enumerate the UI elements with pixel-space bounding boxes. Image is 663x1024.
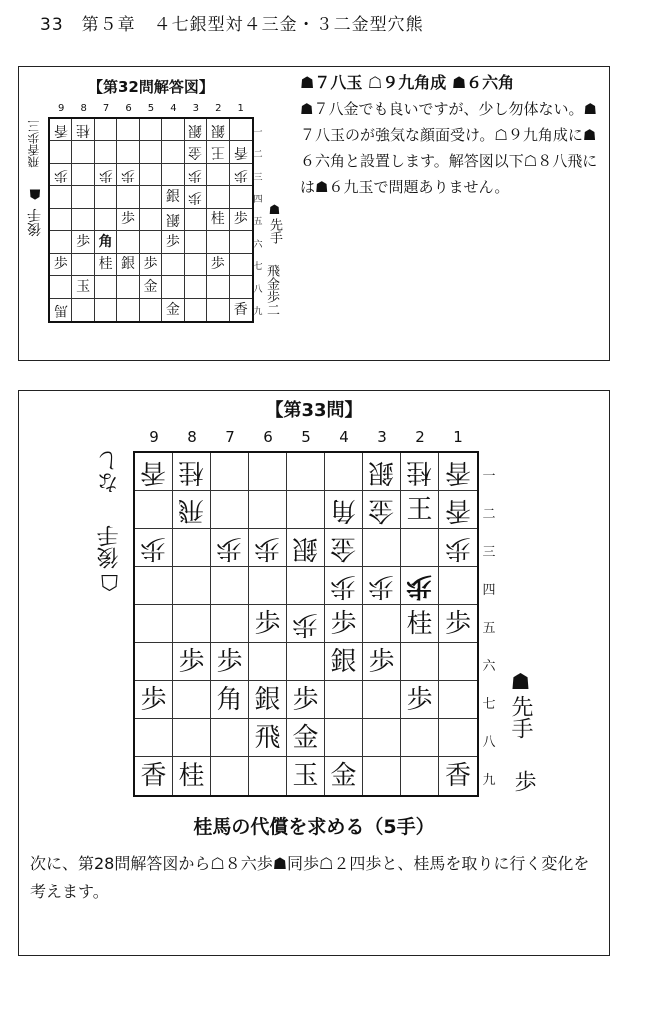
board-square xyxy=(173,719,211,757)
shogi-piece: 飛 xyxy=(178,494,205,525)
board-square xyxy=(230,276,252,298)
board-square xyxy=(211,757,249,795)
shogi-piece: 歩 xyxy=(140,684,167,715)
board-square xyxy=(162,186,184,208)
board-square xyxy=(50,231,72,253)
board-square xyxy=(117,276,139,298)
shogi-piece: 玉 xyxy=(292,761,319,791)
board-square xyxy=(140,299,162,321)
solution-moves: ☗７八玉 ☖９九角成 ☗６六角 xyxy=(300,73,515,92)
shogi-piece: 歩 xyxy=(53,256,68,273)
board-square xyxy=(211,453,249,491)
board-square xyxy=(135,643,173,681)
column-label: 6 xyxy=(263,428,273,446)
shogi-piece: 桂 xyxy=(76,121,91,138)
board-32 xyxy=(48,117,254,323)
shogi-piece: 桂 xyxy=(178,761,205,791)
board-square xyxy=(211,567,249,605)
board-square xyxy=(439,757,477,795)
board-square xyxy=(363,681,401,719)
sente-hand-label: 先手 xyxy=(267,218,282,244)
shogi-piece: 歩 xyxy=(233,166,248,183)
board-square xyxy=(135,567,173,605)
board-square xyxy=(95,141,117,163)
board-square xyxy=(325,605,363,643)
board-square xyxy=(117,209,139,231)
problem-32-title: 【第32問解答図】 xyxy=(88,78,214,96)
board-square xyxy=(173,567,211,605)
board-square xyxy=(140,164,162,186)
column-label: 7 xyxy=(225,428,235,446)
row-label: 二 xyxy=(253,150,263,161)
board-square xyxy=(140,276,162,298)
board-square xyxy=(95,299,117,321)
shogi-piece: 歩 xyxy=(188,166,203,183)
board-square xyxy=(185,164,207,186)
board-square xyxy=(140,119,162,141)
board-square xyxy=(249,681,287,719)
sente-hand-label: 先手 xyxy=(508,695,533,739)
board-square xyxy=(287,719,325,757)
board-square xyxy=(249,605,287,643)
sente-mark-icon: ☗ xyxy=(508,670,533,695)
board-square xyxy=(140,186,162,208)
board-square xyxy=(287,681,325,719)
board-square xyxy=(287,643,325,681)
board-square xyxy=(162,254,184,276)
board-square xyxy=(230,299,252,321)
board-32-sente-hand xyxy=(265,203,284,244)
shogi-piece: 歩 xyxy=(53,166,68,183)
problem-33-title: 【第33問】 xyxy=(265,400,363,421)
board-square xyxy=(72,119,94,141)
board-square xyxy=(185,299,207,321)
board-square xyxy=(173,491,211,529)
board-square xyxy=(287,567,325,605)
shogi-piece: 歩 xyxy=(330,570,357,601)
board-square xyxy=(162,276,184,298)
shogi-piece: 歩 xyxy=(292,684,319,715)
board-square xyxy=(401,567,439,605)
board-square xyxy=(185,209,207,231)
shogi-piece: 金 xyxy=(368,494,395,525)
column-label: 8 xyxy=(80,103,87,114)
shogi-piece: 香 xyxy=(140,456,167,487)
row-label: 五 xyxy=(253,217,263,228)
shogi-piece: 歩 xyxy=(368,570,395,601)
gote-hand-label: 後手 xyxy=(27,208,43,237)
board-square xyxy=(287,453,325,491)
column-label: 6 xyxy=(125,103,132,114)
row-label: 七 xyxy=(482,696,496,712)
shogi-piece: 歩 xyxy=(406,684,433,715)
board-square xyxy=(325,643,363,681)
row-label: 一 xyxy=(253,127,263,138)
problem-33-body: 次に、第28問解答図から☖８六歩☗同歩☖２四歩と、桂馬を取りに行く変化を考えます。 xyxy=(30,854,590,901)
shogi-piece: 歩 xyxy=(140,532,167,563)
board-square xyxy=(173,681,211,719)
sente-mark-icon: ☗ xyxy=(267,203,282,218)
board-square xyxy=(95,209,117,231)
board-square xyxy=(401,681,439,719)
column-label: 1 xyxy=(237,103,244,114)
shogi-piece: 香 xyxy=(140,761,167,791)
shogi-piece: 金 xyxy=(165,301,180,318)
board-square xyxy=(95,119,117,141)
column-label: 1 xyxy=(453,428,463,446)
column-label: 7 xyxy=(102,103,110,114)
shogi-piece: 歩 xyxy=(233,211,248,228)
problem-33-caption: 桂馬の代償を求める（5手） xyxy=(193,816,435,838)
board-32-sente-pieces xyxy=(262,264,281,316)
board-square xyxy=(207,299,229,321)
board-square xyxy=(230,231,252,253)
shogi-piece: 歩 xyxy=(165,233,180,250)
board-square xyxy=(401,491,439,529)
board-square xyxy=(117,231,139,253)
column-label: 2 xyxy=(415,428,425,446)
shogi-piece: 角 xyxy=(216,684,243,715)
shogi-piece: 角 xyxy=(330,494,357,525)
row-label: 九 xyxy=(482,772,496,788)
shogi-piece: 歩 xyxy=(178,646,205,677)
column-label: 5 xyxy=(147,103,155,114)
board-square xyxy=(72,141,94,163)
shogi-piece: 香 xyxy=(444,761,471,791)
shogi-piece: 香 xyxy=(233,301,248,318)
board-square xyxy=(50,141,72,163)
shogi-piece: 銀 xyxy=(165,189,180,206)
board-square xyxy=(211,529,249,567)
shogi-piece: 飛 xyxy=(254,722,281,753)
board-square xyxy=(211,719,249,757)
board-square xyxy=(249,719,287,757)
board-square xyxy=(363,529,401,567)
column-label: 8 xyxy=(187,428,197,446)
shogi-piece: 香 xyxy=(53,121,68,138)
shogi-piece: 歩 xyxy=(254,608,281,639)
row-label: 四 xyxy=(253,195,263,206)
board-square xyxy=(95,254,117,276)
shogi-piece: 金 xyxy=(188,144,203,161)
board-square xyxy=(439,643,477,681)
board-square xyxy=(363,643,401,681)
board-square xyxy=(230,141,252,163)
board-square xyxy=(50,186,72,208)
shogi-piece: 角 xyxy=(98,233,113,250)
sente-hand-pieces: 飛金歩二 xyxy=(264,264,279,316)
board-square xyxy=(439,681,477,719)
board-square xyxy=(135,491,173,529)
column-label: 4 xyxy=(170,103,177,114)
board-square xyxy=(230,164,252,186)
board-square xyxy=(249,529,287,567)
board-square xyxy=(249,643,287,681)
shogi-piece: 歩 xyxy=(216,532,243,563)
board-square xyxy=(72,186,94,208)
board-square xyxy=(72,299,94,321)
shogi-piece: 桂 xyxy=(406,608,433,639)
board-square xyxy=(439,529,477,567)
board-square xyxy=(162,209,184,231)
board-square xyxy=(325,453,363,491)
shogi-piece: 馬 xyxy=(53,301,68,318)
board-square xyxy=(185,231,207,253)
board-square xyxy=(439,719,477,757)
board-square xyxy=(173,643,211,681)
board-square xyxy=(185,186,207,208)
board-square xyxy=(140,254,162,276)
board-square xyxy=(207,209,229,231)
row-label: 八 xyxy=(482,734,496,750)
board-square xyxy=(207,141,229,163)
shogi-piece: 歩 xyxy=(444,532,471,563)
shogi-piece: 金 xyxy=(330,532,357,563)
gote-mark-icon: ☖ xyxy=(97,569,122,594)
board-square xyxy=(162,164,184,186)
board-square xyxy=(135,757,173,795)
shogi-piece: 銀 xyxy=(368,456,395,487)
shogi-piece: 歩 xyxy=(210,256,225,273)
board-square xyxy=(95,164,117,186)
board-square xyxy=(162,141,184,163)
board-square xyxy=(95,276,117,298)
board-33-gote-label xyxy=(94,525,125,594)
board-square xyxy=(249,757,287,795)
board-square xyxy=(363,605,401,643)
board-33-sente-pieces xyxy=(508,770,539,792)
board-square xyxy=(135,681,173,719)
shogi-piece: 金 xyxy=(143,278,158,295)
shogi-piece: 玉 xyxy=(76,278,91,295)
board-square xyxy=(72,254,94,276)
row-label: 八 xyxy=(253,284,263,295)
row-label: 二 xyxy=(482,506,496,522)
gote-hand-pieces: 飛香歩三 xyxy=(27,120,41,168)
row-label: 六 xyxy=(482,658,496,674)
board-33-gote-hand xyxy=(94,450,125,494)
board-square xyxy=(401,757,439,795)
board-square xyxy=(72,164,94,186)
board-square xyxy=(230,119,252,141)
shogi-piece: 香 xyxy=(444,494,471,525)
shogi-piece: 歩 xyxy=(216,646,243,677)
board-square xyxy=(72,231,94,253)
shogi-piece: 王 xyxy=(406,494,433,525)
board-square xyxy=(401,453,439,491)
board-square xyxy=(401,529,439,567)
row-label: 四 xyxy=(482,582,496,598)
board-square xyxy=(230,186,252,208)
sente-hand-pieces: 歩 xyxy=(511,770,536,792)
board-square xyxy=(173,529,211,567)
row-label: 一 xyxy=(482,468,496,484)
board-square xyxy=(185,141,207,163)
page-header: 33 第５章 ４七銀型対４三金・３二金型穴熊 xyxy=(40,15,424,35)
problem-32-solution xyxy=(300,70,598,200)
shogi-piece: 銀 xyxy=(292,532,319,563)
board-square xyxy=(140,231,162,253)
board-square xyxy=(439,605,477,643)
board-square xyxy=(162,299,184,321)
shogi-piece: 銀 xyxy=(210,121,225,138)
board-square xyxy=(401,643,439,681)
board-square xyxy=(72,276,94,298)
column-label: 4 xyxy=(339,428,349,446)
board-square xyxy=(95,186,117,208)
board-square xyxy=(249,453,287,491)
board-square xyxy=(117,186,139,208)
board-square xyxy=(135,719,173,757)
board-square xyxy=(325,529,363,567)
board-square xyxy=(50,299,72,321)
board-square xyxy=(325,757,363,795)
board-square xyxy=(207,119,229,141)
board-square xyxy=(439,491,477,529)
board-square xyxy=(211,491,249,529)
board-square xyxy=(185,254,207,276)
shogi-piece: 香 xyxy=(444,456,471,487)
board-square xyxy=(140,141,162,163)
board-square xyxy=(117,164,139,186)
board-square xyxy=(207,186,229,208)
shogi-piece: 銀 xyxy=(188,121,203,138)
board-square xyxy=(325,567,363,605)
row-label: 三 xyxy=(482,544,496,560)
board-33-sente-hand xyxy=(505,670,536,739)
shogi-piece: 桂 xyxy=(178,456,205,487)
column-label: 3 xyxy=(192,103,200,114)
gote-hand-pieces: なし xyxy=(97,450,122,494)
shogi-piece: 歩 xyxy=(143,256,158,273)
board-square xyxy=(140,209,162,231)
column-label: 9 xyxy=(149,428,159,446)
board-square xyxy=(50,254,72,276)
row-label: 七 xyxy=(253,262,263,273)
board-square xyxy=(50,209,72,231)
board-square xyxy=(117,119,139,141)
board-square xyxy=(211,681,249,719)
board-32-gote-hand xyxy=(25,120,42,168)
shogi-piece: 銀 xyxy=(330,646,357,677)
board-square xyxy=(287,491,325,529)
shogi-piece: 銀 xyxy=(121,256,136,273)
column-label: 2 xyxy=(215,103,222,114)
board-square xyxy=(249,491,287,529)
shogi-piece: 歩 xyxy=(292,608,319,639)
board-square xyxy=(135,529,173,567)
board-square xyxy=(50,164,72,186)
gote-mark-icon: ☗ xyxy=(27,185,43,201)
board-square xyxy=(439,453,477,491)
board-square xyxy=(211,643,249,681)
board-square xyxy=(117,254,139,276)
board-square xyxy=(363,757,401,795)
shogi-piece: 歩 xyxy=(76,233,91,250)
board-square xyxy=(207,164,229,186)
shogi-piece: 歩 xyxy=(330,608,357,639)
board-32-gote-label xyxy=(25,185,45,236)
shogi-piece: 歩 xyxy=(406,570,433,601)
gote-hand-label: 後手 xyxy=(97,525,122,569)
board-square xyxy=(230,254,252,276)
shogi-piece: 歩 xyxy=(121,166,136,183)
shogi-piece: 桂 xyxy=(210,211,225,228)
board-square xyxy=(325,719,363,757)
shogi-piece: 銀 xyxy=(254,684,281,715)
solution-text: ☗７八金でも良いですが、少し勿体ない。☗７八玉のが強気な顔面受け。☖９九角成に☗６六角と設置します。解答図以下☖８八飛には☗６九玉で問題ありません。 xyxy=(300,100,598,196)
shogi-piece: 王 xyxy=(210,144,225,161)
board-square xyxy=(173,757,211,795)
row-label: 五 xyxy=(482,620,496,636)
board-square xyxy=(287,529,325,567)
shogi-piece: 香 xyxy=(233,144,248,161)
board-square xyxy=(95,231,117,253)
board-square xyxy=(162,231,184,253)
board-square xyxy=(72,209,94,231)
board-square xyxy=(117,299,139,321)
board-square xyxy=(207,276,229,298)
column-label: 5 xyxy=(301,428,311,446)
shogi-piece: 金 xyxy=(292,722,319,753)
board-square xyxy=(173,453,211,491)
board-square xyxy=(363,567,401,605)
shogi-piece: 桂 xyxy=(406,456,433,487)
board-square xyxy=(207,231,229,253)
shogi-piece: 金 xyxy=(330,761,357,791)
board-square xyxy=(363,719,401,757)
board-square xyxy=(50,119,72,141)
board-square xyxy=(185,276,207,298)
column-label: 3 xyxy=(377,428,387,446)
board-square xyxy=(401,719,439,757)
board-square xyxy=(173,605,211,643)
column-label: 9 xyxy=(58,103,65,114)
shogi-piece: 歩 xyxy=(188,189,203,206)
board-square xyxy=(135,605,173,643)
board-square xyxy=(135,453,173,491)
row-label: 三 xyxy=(253,172,263,183)
board-33 xyxy=(133,451,479,797)
shogi-piece: 歩 xyxy=(444,608,471,639)
board-square xyxy=(363,453,401,491)
shogi-piece: 歩 xyxy=(368,646,395,677)
board-square xyxy=(117,141,139,163)
board-square xyxy=(50,276,72,298)
board-square xyxy=(230,209,252,231)
shogi-piece: 銀 xyxy=(165,211,180,228)
board-square xyxy=(325,681,363,719)
shogi-piece: 歩 xyxy=(254,532,281,563)
board-square xyxy=(363,491,401,529)
board-square xyxy=(287,605,325,643)
board-square xyxy=(249,567,287,605)
row-label: 九 xyxy=(253,307,263,318)
board-square xyxy=(207,254,229,276)
shogi-piece: 歩 xyxy=(121,211,136,228)
board-square xyxy=(401,605,439,643)
board-square xyxy=(162,119,184,141)
board-square xyxy=(211,605,249,643)
board-square xyxy=(325,491,363,529)
shogi-piece: 歩 xyxy=(98,166,113,183)
board-square xyxy=(287,757,325,795)
shogi-piece: 桂 xyxy=(98,256,113,273)
row-label: 六 xyxy=(253,239,263,250)
board-square xyxy=(439,567,477,605)
board-square xyxy=(185,119,207,141)
